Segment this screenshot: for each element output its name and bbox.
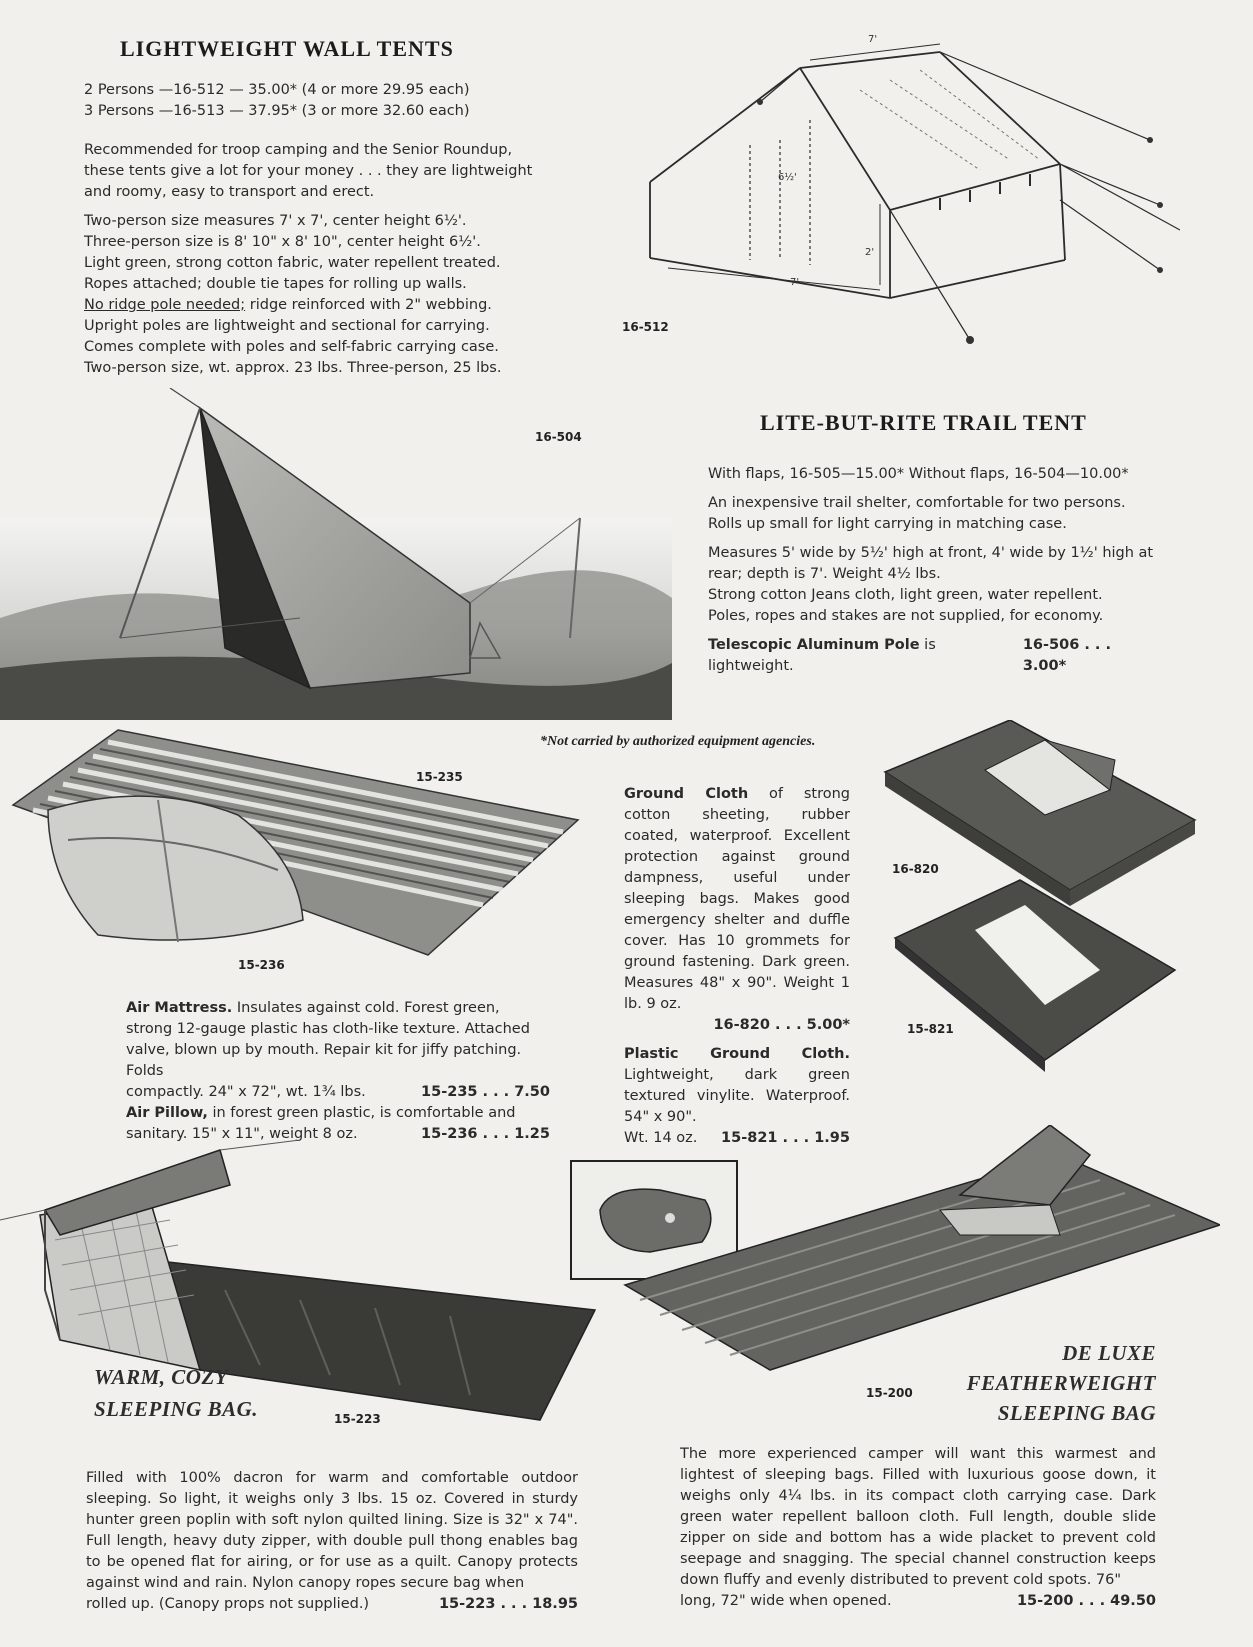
wall-tents-price-list (84, 80, 544, 122)
warm-bag-price: 15-223 . . . 18.95 (438, 1596, 578, 1612)
stake-icon (966, 336, 974, 344)
deluxe-bag-description (680, 1444, 1156, 1612)
spec-line: Two-person size, wt. approx. 23 lbs. Three-person, 25 lbs. (84, 360, 502, 376)
trail-tent-fabric: Strong cotton Jeans cloth, light green, water repellent. (708, 587, 1103, 603)
mattress-price-row (126, 1082, 550, 1103)
deluxe-bag-last: long, 72" wide when opened. (680, 1593, 892, 1609)
deluxe-bag-label: 15-200 (866, 1386, 913, 1400)
ground-cloth-price: 16-820 . . . 5.00* (713, 1017, 850, 1033)
trail-tent-photo-label: 16-504 (535, 430, 582, 444)
warm-sleeping-bag-photo (0, 1140, 600, 1440)
ridge-underlined: No ridge pole needed; (84, 297, 246, 313)
wall-tent-diagram (640, 20, 1180, 350)
ground-cloth-name: Ground Cloth (624, 786, 749, 802)
plastic-cloth-label: 15-821 (907, 1022, 954, 1036)
stake-icon (1157, 267, 1163, 273)
air-mattress-photo (8, 720, 588, 980)
plastic-cloth-price: 15-821 . . . 1.95 (721, 1130, 850, 1146)
trail-tent-title: LITE-BUT-RITE TRAIL TENT (760, 410, 1087, 435)
spec-line: Upright poles are lightweight and sectional for carrying. (84, 318, 490, 334)
footnote: *Not carried by authorized equipment agencies. (540, 734, 816, 749)
ground-cloth-label: 16-820 (892, 862, 939, 876)
spec-line: Ropes attached; double tie tapes for rolling up walls. (84, 276, 467, 292)
wall-tents-title: LIGHTWEIGHT WALL TENTS (120, 36, 454, 61)
deluxe-bag-title-3: SLEEPING BAG (997, 1401, 1156, 1425)
mattress-price: 15-235 . . . 7.50 (421, 1084, 550, 1100)
pillow-price: 15-236 . . . 1.25 (421, 1126, 550, 1142)
dim-side-label: 7' (790, 277, 800, 288)
warm-bag-price-row (86, 1594, 578, 1615)
ground-cloth-description (624, 784, 850, 1149)
deluxe-bag-price-row (680, 1591, 1156, 1612)
pole-price-row (708, 635, 1158, 677)
warm-bag-last: rolled up. (Canopy props not supplied.) (86, 1596, 370, 1612)
ground-cloth-text: of strong cotton sheeting, rubber coated, waterproof. Excellent protection against ground dampness, useful under sleeping bags. Makes good emergency shelter and duffle cover. Has 10 grommets for ground fastening. Dark green. Measures 48" x 90". Weight 1 lb. 9 oz. (624, 786, 851, 1012)
mattress-description (126, 998, 550, 1145)
price-line-2-person: 2 Persons —16-512 — 35.00* (4 or more 29.95 each) (84, 82, 470, 98)
dim-top-label: 7' (868, 34, 878, 45)
ground-cloth-photo (875, 720, 1205, 1092)
warm-bag-title-2: SLEEPING BAG. (94, 1397, 259, 1421)
stake-icon (1157, 202, 1163, 208)
mattress-text: Insulates against cold. Forest green, strong 12-gauge plastic has cloth-like texture. Attached valve, blown up by mouth. Repair kit for jiffy patching. Folds (126, 1000, 530, 1079)
spec-line: Light green, strong cotton fabric, water repellent treated. (84, 255, 501, 271)
wall-tent-diagram-label: 16-512 (622, 320, 669, 334)
pole-price: 16-506 . . . 3.00* (1022, 637, 1111, 674)
deluxe-bag-price: 15-200 . . . 49.50 (1016, 1593, 1156, 1609)
warm-bag-title-1: WARM, COZY (94, 1365, 229, 1389)
trail-tent-measures: Measures 5' wide by 5½' high at front, 4' wide by 1½' high at rear; depth is 7'. Weight 4½ lbs. (708, 545, 1154, 582)
warm-bag-text: Filled with 100% dacron for warm and comfortable outdoor sleeping. So light, it weighs only 3 lbs. 15 oz. Covered in sturdy hunter green poplin with soft nylon quilted lining. Size is 32" x 74". Full length, heavy duty zipper, with double pull thong enables bag to be opened flat for airing, or for use as a quilt. Canopy protects against wind and rain. Nylon canopy ropes secure bag when (86, 1470, 578, 1591)
deluxe-bag-title-2: FEATHERWEIGHT (966, 1371, 1156, 1395)
pole-rest: is lightweight. (708, 637, 936, 674)
dim-center-label: 6½' (778, 172, 797, 183)
deluxe-bag-text: The more experienced camper will want this warmest and lightest of sleeping bags. Filled with luxurious goose down, it weighs only 4¼ lbs. in its compact cloth carrying case. Dark green water repellent balloon cloth. Full length, double slide zipper on side and bottom has a wide placket to prevent cold seepage and snagging. The special channel construction keeps down fluffy and evenly distributed to prevent cold spots. 76" (680, 1446, 1156, 1588)
trail-tent-description (708, 464, 1158, 677)
stake-icon (757, 99, 763, 105)
mattress-last-line: compactly. 24" x 72", wt. 1¾ lbs. (126, 1084, 366, 1100)
trail-tent-intro: An inexpensive trail shelter, comfortable for two persons. Rolls up small for light carrying in matching case. (708, 495, 1126, 532)
spec-line: Comes complete with poles and self-fabric carrying case. (84, 339, 499, 355)
price-line-3-person: 3 Persons —16-513 — 37.95* (3 or more 32.60 each) (84, 103, 470, 119)
warm-bag-description (86, 1468, 578, 1615)
pillow-last-line: sanitary. 15" x 11", weight 8 oz. (126, 1126, 358, 1142)
wall-tents-intro: Recommended for troop camping and the Senior Roundup, these tents give a lot for your money . . . they are lightweight and roomy, easy to transport and erect. (84, 142, 533, 200)
plastic-cloth-name: Plastic Ground Cloth. (624, 1046, 850, 1062)
ridge-rest: ridge reinforced with 2" webbing. (245, 297, 492, 313)
spec-line: Two-person size measures 7' x 7', center height 6½'. (84, 213, 467, 229)
warm-bag-label: 15-223 (334, 1412, 381, 1426)
air-mattress-label: 15-235 (416, 770, 463, 784)
trail-tent-poles: Poles, ropes and stakes are not supplied, for economy. (708, 608, 1104, 624)
trail-tent-prices: With flaps, 16-505—15.00* Without flaps, 16-504—10.00* (708, 466, 1129, 482)
spec-line-ridge (84, 295, 544, 316)
deluxe-bag-title-1: DE LUXE (1062, 1341, 1156, 1365)
dim-wall-label: 2' (865, 247, 875, 258)
plastic-cloth-last: Wt. 14 oz. (624, 1130, 698, 1146)
plastic-cloth-text: Lightweight, dark green textured vinylite. Waterproof. 54" x 90". (624, 1067, 850, 1125)
air-pillow-label: 15-236 (238, 958, 285, 972)
stake-icon (1147, 137, 1153, 143)
pillow-name: Air Pillow, (126, 1105, 208, 1121)
wall-tents-description (84, 140, 544, 379)
pillow-text: in forest green plastic, is comfortable and (207, 1105, 516, 1121)
spec-line: Three-person size is 8' 10" x 8' 10", center height 6½'. (84, 234, 481, 250)
mattress-name: Air Mattress. (126, 1000, 233, 1016)
pole-name: Telescopic Aluminum Pole (708, 637, 920, 653)
